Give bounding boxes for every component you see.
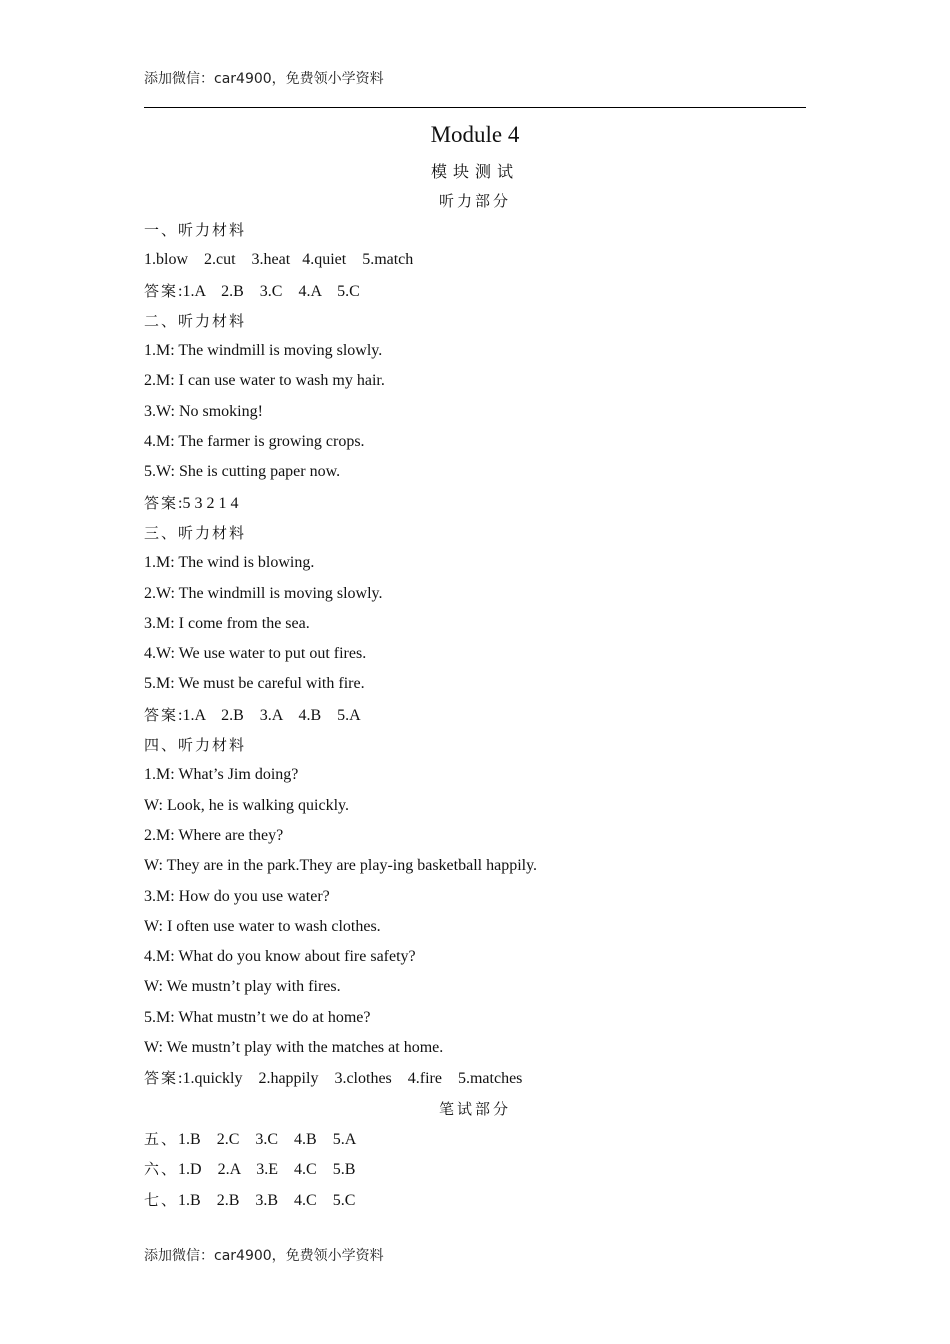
text-line <box>144 972 806 1002</box>
text-line <box>144 730 806 760</box>
section-heading-listening: 听力部分 <box>438 192 511 210</box>
text-line <box>144 609 806 639</box>
text-line <box>144 215 806 245</box>
line-text: 1.B 2.B 3.B 4.C 5.C <box>178 1191 356 1209</box>
line-text: W: I often use water to wash clothes. <box>144 917 381 935</box>
line-text: 5.M: We must be careful with fire. <box>144 675 365 693</box>
line-label: 五、 <box>144 1129 179 1148</box>
line-text: 2.M: I can use water to wash my hair. <box>144 372 385 390</box>
line-text: 2.W: The windmill is moving slowly. <box>144 584 383 602</box>
line-text: 1.blow 2.cut 3.heat 4.quiet 5.match <box>144 251 414 269</box>
text-line <box>144 1063 806 1093</box>
line-text: 1.M: The wind is blowing. <box>144 554 315 572</box>
text-line <box>144 1154 806 1184</box>
text-line <box>144 912 806 942</box>
text-line <box>144 427 806 457</box>
text-line <box>144 700 806 730</box>
line-text: 1.B 2.C 3.C 4.B 5.A <box>178 1130 357 1148</box>
line-text: :5 3 2 1 4 <box>178 494 239 512</box>
text-line <box>144 639 806 669</box>
line-label: 四、听力材料 <box>144 736 247 755</box>
text-line <box>144 1003 806 1033</box>
line-label: 六、 <box>144 1160 179 1179</box>
text-line <box>144 276 806 306</box>
text-line <box>144 457 806 487</box>
line-text: 1.M: What’s Jim doing? <box>144 766 299 784</box>
text-line <box>144 1124 806 1154</box>
line-text: :1.A 2.B 3.A 4.B 5.A <box>178 706 361 724</box>
text-line <box>144 791 806 821</box>
text-line <box>144 1033 806 1063</box>
line-label: 答案 <box>144 1069 179 1088</box>
line-text: W: Look, he is walking quickly. <box>144 796 349 814</box>
text-line <box>144 306 806 336</box>
line-text: 2.M: Where are they? <box>144 826 284 844</box>
text-line <box>144 336 806 366</box>
text-line <box>144 1185 806 1215</box>
line-text: W: They are in the park.They are play-ing basketball happily. <box>144 857 538 875</box>
text-line <box>144 579 806 609</box>
text-line <box>144 245 806 275</box>
line-text: 5.M: What mustn’t we do at home? <box>144 1008 371 1026</box>
line-text: 5.W: She is cutting paper now. <box>144 463 341 481</box>
text-line <box>144 548 806 578</box>
line-label: 一、听力材料 <box>144 221 247 239</box>
line-label: 七、 <box>144 1190 179 1209</box>
line-text: 4.W: We use water to put out fires. <box>144 645 367 663</box>
text-line <box>144 488 806 518</box>
line-label: 二、听力材料 <box>144 311 247 330</box>
text-line <box>144 851 806 881</box>
text-line <box>144 760 806 790</box>
document-subtitle: 模块测试 <box>430 162 519 181</box>
line-text: :1.quickly 2.happily 3.clothes 4.fire 5.matches <box>178 1070 523 1088</box>
line-text: 1.M: The windmill is moving slowly. <box>144 342 383 360</box>
text-line <box>144 669 806 699</box>
line-label: 答案 <box>144 281 179 300</box>
text-line <box>144 366 806 396</box>
section-heading-written: 笔试部分 <box>438 1099 511 1118</box>
document-title: Module 4 <box>430 122 520 147</box>
line-text: 1.D 2.A 3.E 4.C 5.B <box>178 1161 356 1179</box>
text-line <box>144 518 806 548</box>
text-line <box>144 397 806 427</box>
text-line <box>144 821 806 851</box>
line-text: 3.M: How do you use water? <box>144 887 330 905</box>
answer-key-body <box>144 215 806 1215</box>
header-rule <box>144 107 806 108</box>
page-header-note: 添加微信：car4900，免费领小学资料 <box>144 71 384 87</box>
line-text: 4.M: The farmer is growing crops. <box>144 433 365 451</box>
text-line <box>144 942 806 972</box>
line-label: 答案 <box>144 705 179 724</box>
line-text: 3.M: I come from the sea. <box>144 614 310 632</box>
line-text: W: We mustn’t play with the matches at home. <box>144 1039 444 1057</box>
line-label: 三、听力材料 <box>144 523 247 542</box>
line-text: W: We mustn’t play with fires. <box>144 978 341 996</box>
line-text: :1.A 2.B 3.C 4.A 5.C <box>178 282 360 300</box>
line-text: 4.M: What do you know about fire safety? <box>144 948 416 966</box>
page-footer-note: 添加微信：car4900，免费领小学资料 <box>144 1248 384 1264</box>
text-line <box>144 882 806 912</box>
line-text: 3.W: No smoking! <box>144 402 263 420</box>
line-label: 答案 <box>144 493 179 512</box>
